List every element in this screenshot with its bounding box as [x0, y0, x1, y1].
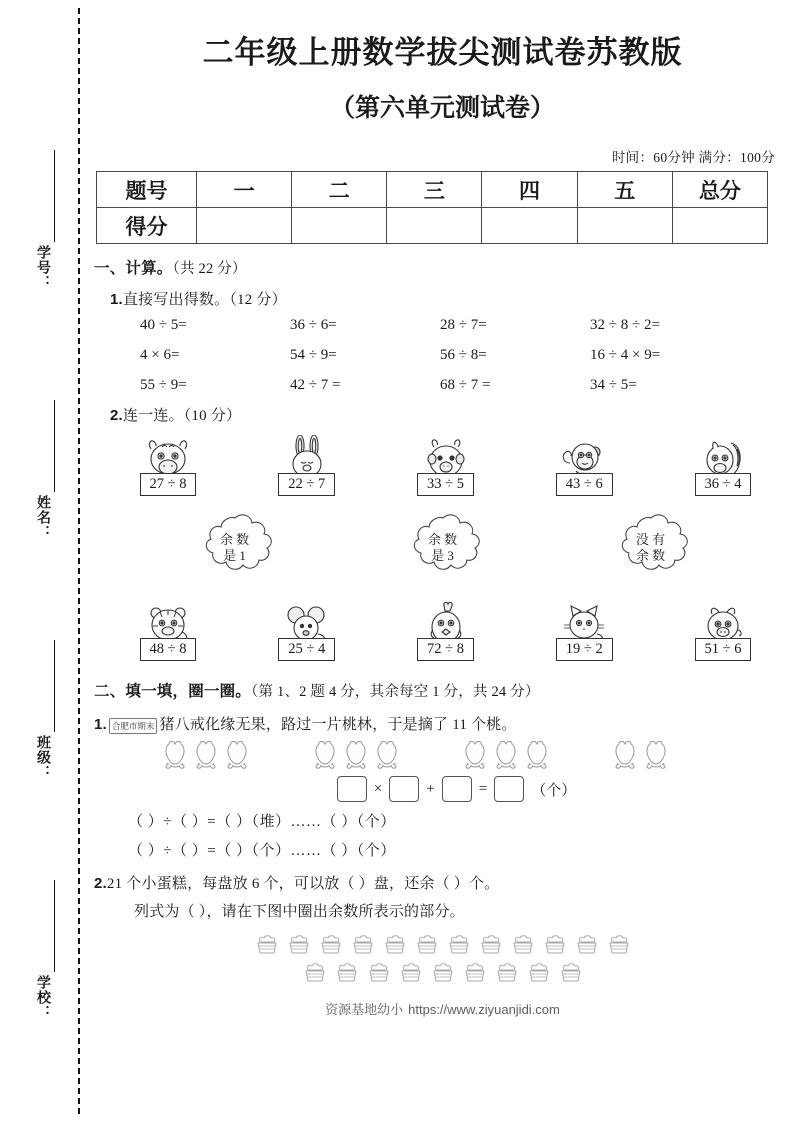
- s1-q1-heading: [110, 288, 793, 309]
- margin-label-name: 姓名：: [36, 495, 52, 540]
- cupcake-icon: [316, 931, 346, 957]
- cupcake-icon: [460, 959, 490, 985]
- remainder-cloud[interactable]: [187, 512, 283, 584]
- equation-blank-box[interactable]: [494, 776, 524, 802]
- score-table-col-5: 五: [577, 172, 672, 208]
- matching-expression[interactable]: 27 ÷ 8: [140, 473, 197, 496]
- peach-icon: [493, 740, 519, 770]
- margin-label-class: 班级：: [36, 735, 52, 780]
- cupcake-icon: [284, 931, 314, 957]
- s1-q1-index: 1.: [110, 291, 123, 308]
- s2-q1-answer-line-2[interactable]: （ ）÷（ ）=（ ）（个）……（ ）（个）: [128, 843, 396, 859]
- peach-icon: [374, 740, 400, 770]
- margin-write-rule: [54, 150, 55, 242]
- s1-q2-points: （10 分）: [183, 408, 242, 424]
- cupcake-row-2: [300, 959, 586, 985]
- score-cell-4[interactable]: [482, 208, 577, 244]
- equation-operator-multiply: ×: [373, 780, 383, 797]
- matching-card[interactable]: [398, 600, 494, 661]
- matching-card[interactable]: [536, 435, 632, 496]
- score-cell-1[interactable]: [197, 208, 292, 244]
- matching-expression[interactable]: 72 ÷ 8: [417, 638, 474, 661]
- calc-item[interactable]: 55 ÷ 9=: [140, 377, 187, 393]
- score-table-col-1: 一: [197, 172, 292, 208]
- footer-url: https://www.ziyuanjidi.com: [408, 1002, 560, 1017]
- cupcake-icon: [252, 931, 282, 957]
- peach-icon: [312, 740, 338, 770]
- peach-icon: [612, 740, 638, 770]
- arithmetic-problem-grid: [140, 317, 793, 394]
- margin-field-student-id: [22, 150, 66, 290]
- cupcake-icon: [412, 931, 442, 957]
- margin-field-class: [22, 640, 66, 780]
- score-table-label-score: 得分: [97, 208, 197, 244]
- cupcake-icon: [364, 959, 394, 985]
- calc-item[interactable]: 28 ÷ 7=: [440, 317, 487, 333]
- calc-item[interactable]: 56 ÷ 8=: [440, 347, 487, 363]
- cloud-line-2: 余 数: [635, 548, 666, 563]
- cupcake-icon: [396, 959, 426, 985]
- peach-group: [312, 740, 400, 770]
- worksheet-page: [92, 0, 793, 1122]
- equation-blank-box[interactable]: [389, 776, 419, 802]
- peach-icon: [343, 740, 369, 770]
- margin-field-name: [22, 400, 66, 540]
- cloud-line-1: 余 数: [427, 531, 458, 547]
- margin-label-student-id: 学号：: [36, 245, 52, 290]
- score-cell-total[interactable]: [672, 208, 767, 244]
- matching-card[interactable]: [398, 435, 494, 496]
- s1-q2-index: 2.: [110, 407, 123, 424]
- margin-field-school: [22, 880, 66, 1020]
- matching-expression[interactable]: 43 ÷ 6: [556, 473, 613, 496]
- equation-unit-suffix: （个）: [531, 782, 577, 799]
- margin-write-rule: [54, 400, 55, 492]
- cupcake-icon: [524, 959, 554, 985]
- section-2-points: （第 1、2 题 4 分，其余每空 1 分，共 24 分）: [251, 684, 540, 700]
- peach-group: [612, 740, 669, 770]
- score-table-label-question: 题号: [97, 172, 197, 208]
- cupcake-icon: [492, 959, 522, 985]
- matching-card[interactable]: [259, 435, 355, 496]
- section-2-title: 二、填一填，圈一圈。: [94, 683, 252, 700]
- s1-q2-text: 连一连。: [122, 408, 184, 424]
- cupcake-icon: [556, 959, 586, 985]
- peach-icon: [524, 740, 550, 770]
- footer-watermark: [92, 999, 793, 1018]
- cloud-line-1: 余 数: [219, 531, 250, 547]
- cupcake-icon: [604, 931, 634, 957]
- s1-q1-points: （12 分）: [229, 292, 287, 308]
- cupcake-icon: [444, 931, 474, 957]
- matching-card[interactable]: [259, 600, 355, 661]
- score-cell-3[interactable]: [387, 208, 482, 244]
- page-title: 二年级上册数学拔尖测试卷苏教版: [202, 35, 683, 70]
- equation-blank-box[interactable]: [442, 776, 472, 802]
- s2-q2-line-2[interactable]: 列式为（ ），请在下图中圈出余数所表示的部分。: [134, 904, 465, 920]
- boxed-equation: [120, 776, 793, 802]
- cupcake-icon: [476, 931, 506, 957]
- cloud-shape-icon: [603, 512, 699, 584]
- s1-q1-text: 直接写出得数。: [122, 292, 230, 308]
- cupcake-illustration: [92, 931, 793, 985]
- equation-operator-plus: +: [426, 780, 435, 797]
- source-stamp-badge: 合肥市期末: [109, 718, 158, 734]
- peach-icon: [193, 740, 219, 770]
- calc-item[interactable]: 16 ÷ 4 × 9=: [590, 347, 661, 363]
- matching-expression[interactable]: 22 ÷ 7: [278, 473, 335, 496]
- s2-q2-index: 2.: [94, 875, 107, 892]
- peach-icon: [162, 740, 188, 770]
- score-cell-5[interactable]: [577, 208, 672, 244]
- section-2-heading: [94, 679, 793, 701]
- score-table: [96, 171, 768, 244]
- cloud-line-2: 是 1: [223, 548, 246, 563]
- matching-expression[interactable]: 25 ÷ 4: [278, 638, 335, 661]
- matching-bottom-row: [120, 600, 771, 661]
- matching-card[interactable]: [120, 435, 216, 496]
- margin-write-rule: [54, 640, 55, 732]
- cupcake-icon: [572, 931, 602, 957]
- cloud-line-1: 没 有: [635, 531, 666, 547]
- matching-card[interactable]: [120, 600, 216, 661]
- peach-icon: [643, 740, 669, 770]
- calc-item[interactable]: 34 ÷ 5=: [590, 377, 637, 393]
- matching-card[interactable]: [536, 600, 632, 661]
- score-table-score-row: [97, 208, 768, 244]
- peach-icon: [462, 740, 488, 770]
- cupcake-icon: [332, 959, 362, 985]
- matching-expression[interactable]: 48 ÷ 8: [140, 638, 197, 661]
- margin-write-rule: [54, 880, 55, 972]
- equation-operator-equals: =: [478, 780, 488, 797]
- score-cell-2[interactable]: [292, 208, 387, 244]
- section-1-title: 一、计算。: [94, 260, 173, 277]
- peach-group: [462, 740, 550, 770]
- cupcake-icon: [428, 959, 458, 985]
- calc-item[interactable]: 4 × 6=: [140, 347, 180, 363]
- matching-expression[interactable]: 19 ÷ 2: [556, 638, 613, 661]
- s1-q2-heading: [110, 404, 793, 425]
- calc-item[interactable]: 54 ÷ 9=: [290, 347, 337, 363]
- dashed-fold-line: [78, 8, 80, 1114]
- matching-card[interactable]: [675, 435, 771, 496]
- page-subtitle: （第六单元测试卷）: [329, 95, 555, 122]
- exam-meta-info: 时间：60分钟 满分：100分: [611, 150, 775, 165]
- peach-group: [162, 740, 250, 770]
- footer-site-name: 资源基地幼小: [325, 1002, 404, 1017]
- s2-q1-text: 猪八戒化缘无果，路过一片桃林，于是摘了 11 个桃。: [159, 717, 517, 733]
- matching-expression[interactable]: 36 ÷ 4: [695, 473, 752, 496]
- score-table-col-3: 三: [387, 172, 482, 208]
- peach-illustration-row: [162, 740, 793, 770]
- s2-q2-line-1: [94, 872, 793, 893]
- equation-blank-box[interactable]: [337, 776, 367, 802]
- cloud-line-2: 是 3: [431, 548, 454, 563]
- matching-top-row: [120, 435, 771, 496]
- cupcake-icon: [300, 959, 330, 985]
- peach-icon: [224, 740, 250, 770]
- cupcake-icon: [508, 931, 538, 957]
- margin-label-school: 学校：: [36, 975, 52, 1020]
- cupcake-icon: [348, 931, 378, 957]
- cupcake-row-1: [252, 931, 634, 957]
- matching-expression[interactable]: 33 ÷ 5: [417, 473, 474, 496]
- score-table-col-4: 四: [482, 172, 577, 208]
- remainder-cloud[interactable]: [395, 512, 491, 584]
- cloud-shape-icon: [395, 512, 491, 584]
- cupcake-icon: [540, 931, 570, 957]
- section-1-points: （共 22 分）: [172, 261, 247, 277]
- s2-q1-answer-line-1[interactable]: （ ）÷（ ）=（ ）（堆）……（ ）（个）: [128, 814, 396, 830]
- calc-item[interactable]: 40 ÷ 5=: [140, 317, 187, 333]
- remainder-cloud[interactable]: [603, 512, 699, 584]
- cupcake-icon: [380, 931, 410, 957]
- calc-item[interactable]: 36 ÷ 6=: [290, 317, 337, 333]
- score-table-header-row: [97, 172, 768, 208]
- s2-q2-text-1[interactable]: 21 个小蛋糕，每盘放 6 个，可以放（ ）盘，还余（ ）个。: [106, 876, 500, 892]
- matching-card[interactable]: [675, 600, 771, 661]
- margin-binding-strip: [0, 0, 92, 1122]
- calc-item[interactable]: 68 ÷ 7 =: [440, 377, 491, 393]
- matching-expression[interactable]: 51 ÷ 6: [695, 638, 752, 661]
- s2-q1-heading: [94, 713, 793, 734]
- remainder-cloud-row: [92, 512, 793, 584]
- s2-q1-index: 1.: [94, 716, 107, 733]
- score-table-col-total: 总分: [672, 172, 767, 208]
- section-1-heading: [94, 256, 793, 278]
- score-table-col-2: 二: [292, 172, 387, 208]
- calc-item[interactable]: 42 ÷ 7 =: [290, 377, 341, 393]
- calc-item[interactable]: 32 ÷ 8 ÷ 2=: [590, 317, 660, 333]
- cloud-shape-icon: [187, 512, 283, 584]
